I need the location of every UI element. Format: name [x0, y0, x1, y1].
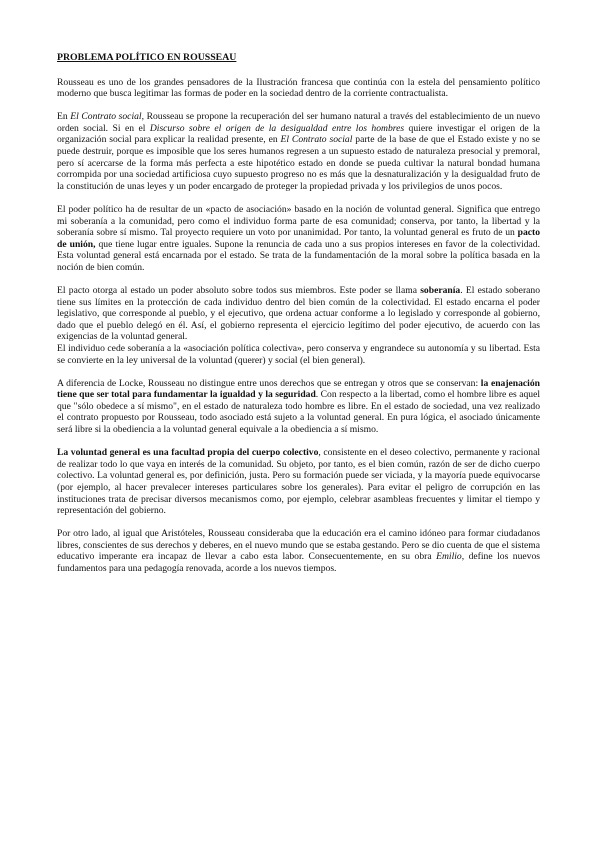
italic-title: Discurso sobre el origen de la desigualdad entre los hombres — [149, 122, 405, 134]
bold-term: soberanía — [420, 285, 461, 296]
paragraph-contrato-social — [57, 111, 540, 192]
text-line: El individuo cede soberanía a la «asociación política colectiva», pero conserva y engrandece su autonomía y su libertad. Esta se convierte en la ley universal de la voluntad (querer) y social (el bien general). — [57, 342, 540, 366]
text-run: Por otro lado, al igual que Aristóteles, Rousseau consideraba que la educación era el camino idóneo para formar ciudadanos libres, conscientes de sus derechos y deberes, en el nuevo mundo que se estaba gestando. Pero se dio cuenta de que el sistema educativo imperante era incapaz de llevar a cabo esta labor. Consecuentemente, en su obra — [57, 528, 540, 563]
paragraph-text: Rousseau es uno de los grandes pensadores de la Ilustración francesa que continúa con la estela del pensamiento político moderno que busca legitimar las formas de poder en la sociedad dentro de la corriente contractualista. — [57, 76, 540, 100]
italic-title: El Contrato social — [70, 111, 142, 123]
text-run: parte de la base de que el Estado existe y no se puede destruir, porque es imposible que los seres humanos regresen a un supuesto estado de naturaleza presocial y premoral, pero sí acercarse de la forma más perfecta a este hipotético estado en donde se pueda cultivar la natural bondad humana corrompida por una sociedad artificiosa cuyo supuesto progreso no es más que la desnaturalización y la desigualdad fruto de la constitución de unas leyes y un poder encargado de proteger la propiedad privada y los privilegios de unos pocos. — [57, 134, 541, 192]
page-title: PROBLEMA POLÍTICO EN ROUSSEAU — [57, 52, 237, 63]
paragraph-educacion — [57, 528, 540, 574]
text-run: El pacto otorga al estado un poder absoluto sobre todos sus miembros. Este poder se llama — [57, 285, 421, 296]
text-run: A diferencia de Locke, Rousseau no distingue entre unos derechos que se entregan y otros que se conservan: — [57, 377, 481, 389]
text-run: El poder político ha de resultar de un «pacto de asociación» basado en la noción de voluntad general. Significa que entrego mi soberanía a la comunidad, pero como el individuo forma parte de esa comunidad; conserva, por tanto, la libertad y la soberanía sobre sí mismo. Tal proyecto requiere un voto por unanimidad. Por tanto, la voluntad general es fruto de un — [57, 203, 540, 239]
bold-term: La voluntad general es una facultad propia del cuerpo colectivo — [57, 447, 319, 459]
paragraph-soberania — [57, 285, 540, 366]
text-run: , consistente en el deseo colectivo, permanente y racional de realizar todo lo que vaya en interés de la comunidad. Su objeto, por tanto, es el bien común, razón de ser de dicho cuerpo colectivo. La voluntad general es, por definición, justa. Pero su formación puede ser viciada, y la mayoría puede equivocarse (por ejemplo, al hacer prevalecer intereses particulares sobre los generales). Para evitar el peligro de corrupción en las instituciones trata de precisar diversos mecanismos como, por ejemplo, celebrar asambleas frecuentes y limitar el tiempo y representación del gobierno. — [57, 447, 540, 517]
paragraph-locke — [57, 378, 540, 436]
paragraph-pacto-asociacion — [57, 204, 540, 274]
text-run: . Con respecto a la libertad, como el hombre libre es aquel que "sólo obedece a sí mismo", en el estado de naturaleza todo hombre es libre. En el estado de sociedad, una vez realizado el contrato propuesto por Rousseau, todo asociado está sujeto a la voluntad general. En pura lógica, el asociado únicamente será libre si la obediencia a la voluntad general equivale a la obediencia a sí mismo. — [57, 389, 540, 436]
text-run: , Rousseau se propone la recuperación del ser humano natural a través del establecimiento de un nuevo orden social. Si en el — [57, 111, 540, 134]
text-run: . El estado soberano tiene sus límites en la protección de cada individuo dentro del bien común de la colectividad. El estado encarna el poder legislativo, que corresponde al pueblo, y el ejecutivo, que ordena actuar conforme a lo legislado y corresponde al gobierno, dado que el pueblo delegó en él. Así, el gobierno representa el ejercicio legítimo del poder ejecutivo, de acuerdo con las exigencias de la voluntad general. — [57, 285, 540, 343]
italic-title: Emilio — [436, 551, 462, 563]
text-run: quiere investigar el origen de la organización social para explicar la realidad presente, en — [57, 122, 541, 146]
bold-term: pacto de unión, — [57, 227, 540, 250]
text-run: En — [57, 111, 71, 123]
paragraph-voluntad-general — [57, 447, 540, 517]
italic-title: El Contrato social — [280, 134, 353, 146]
bold-term: la enajenación tiene que ser total para fundamentar la igualdad y la seguridad — [57, 377, 540, 401]
text-run: , define los nuevos fundamentos para una pedagogía renovada, acorde a los nuevos tiempos. — [57, 551, 540, 574]
document-page — [57, 52, 540, 586]
paragraph-intro — [57, 77, 540, 100]
text-run: que tiene lugar entre iguales. Supone la renuncia de cada uno a sus propios intereses en favor de la colectividad. Esta voluntad general está encarnada por el estado. Se trata de la fundamentación de la moral sobre la política basada en la noción de bien común. — [57, 238, 540, 273]
